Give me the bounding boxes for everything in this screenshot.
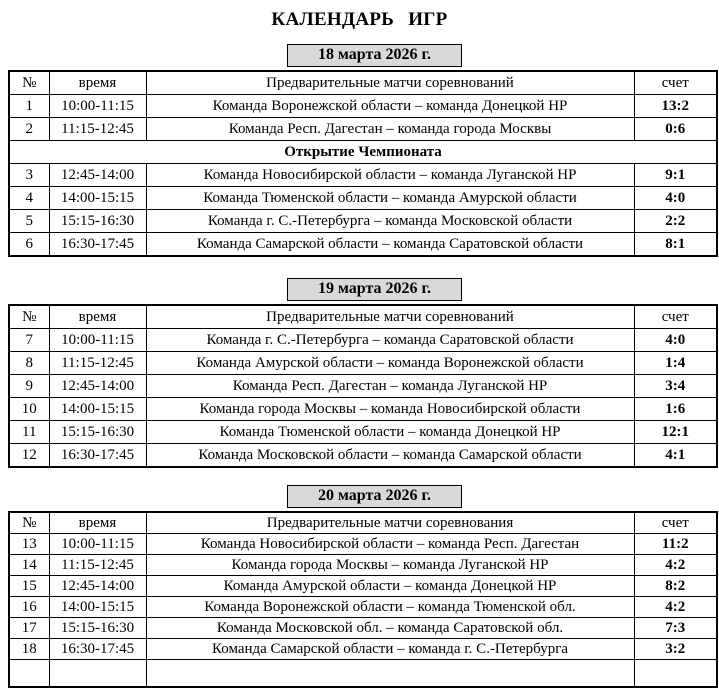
match-row	[9, 164, 717, 187]
calendar-document	[0, 9, 719, 688]
match-score-cell: 3:4	[634, 375, 717, 398]
col-header-match: Предварительные матчи соревнований	[146, 71, 634, 95]
schedule-table	[8, 511, 718, 688]
match-time-cell: 15:15-16:30	[49, 421, 146, 444]
match-time-cell: 14:00-15:15	[49, 597, 146, 618]
col-header-match: Предварительные матчи соревнования	[146, 512, 634, 534]
match-score-cell: 1:6	[634, 398, 717, 421]
col-header-time: время	[49, 71, 146, 95]
schedule-table	[8, 304, 718, 468]
match-score-cell: 4:2	[634, 555, 717, 576]
match-score-cell: 4:1	[634, 444, 717, 468]
match-score-cell: 3:2	[634, 639, 717, 660]
match-number-cell: 18	[9, 639, 49, 660]
empty-cell	[9, 660, 49, 688]
match-number-cell: 4	[9, 187, 49, 210]
match-time-cell: 11:15-12:45	[49, 352, 146, 375]
date-header: 19 марта 2026 г.	[287, 278, 462, 301]
col-header-score: счет	[634, 512, 717, 534]
date-header: 18 марта 2026 г.	[287, 44, 462, 67]
match-number-cell: 13	[9, 534, 49, 555]
match-score-cell: 4:2	[634, 597, 717, 618]
match-number-cell: 8	[9, 352, 49, 375]
match-number-cell: 7	[9, 329, 49, 352]
match-time-cell: 16:30-17:45	[49, 444, 146, 468]
partial-cutoff-row	[9, 660, 717, 688]
header-row	[9, 71, 717, 95]
match-time-cell: 14:00-15:15	[49, 398, 146, 421]
col-header-match: Предварительные матчи соревнований	[146, 305, 634, 329]
match-number-cell: 5	[9, 210, 49, 233]
col-header-num: №	[9, 512, 49, 534]
match-number-cell: 11	[9, 421, 49, 444]
match-row	[9, 352, 717, 375]
match-teams-cell: Команда Тюменской области – команда Донецкой НР	[146, 421, 634, 444]
match-score-cell: 2:2	[634, 210, 717, 233]
match-row	[9, 534, 717, 555]
match-score-cell: 0:6	[634, 118, 717, 141]
match-row	[9, 444, 717, 468]
match-teams-cell: Команда Новосибирской области – команда Луганской НР	[146, 164, 634, 187]
schedule-sections	[0, 44, 719, 688]
match-teams-cell: Команда Амурской области – команда Донецкой НР	[146, 576, 634, 597]
match-teams-cell: Команда Воронежской области – команда Донецкой НР	[146, 95, 634, 118]
match-time-cell: 16:30-17:45	[49, 639, 146, 660]
match-time-cell: 12:45-14:00	[49, 164, 146, 187]
match-number-cell: 15	[9, 576, 49, 597]
match-time-cell: 15:15-16:30	[49, 618, 146, 639]
match-teams-cell: Команда г. С.-Петербурга – команда Московской области	[146, 210, 634, 233]
match-row	[9, 421, 717, 444]
match-score-cell: 1:4	[634, 352, 717, 375]
col-header-time: время	[49, 305, 146, 329]
match-score-cell: 11:2	[634, 534, 717, 555]
page-title: КАЛЕНДАРЬ ИГР	[271, 9, 448, 30]
match-time-cell: 10:00-11:15	[49, 534, 146, 555]
match-time-cell: 11:15-12:45	[49, 555, 146, 576]
match-teams-cell: Команда Тюменской области – команда Амурской области	[146, 187, 634, 210]
match-teams-cell: Команда Амурской области – команда Воронежской области	[146, 352, 634, 375]
match-row	[9, 118, 717, 141]
match-row	[9, 618, 717, 639]
match-score-cell: 8:1	[634, 233, 717, 257]
match-teams-cell: Команда Самарской области – команда Саратовской области	[146, 233, 634, 257]
match-row	[9, 233, 717, 257]
match-teams-cell: Команда Московской области – команда Самарской области	[146, 444, 634, 468]
match-time-cell: 15:15-16:30	[49, 210, 146, 233]
match-number-cell: 2	[9, 118, 49, 141]
header-row	[9, 305, 717, 329]
match-row	[9, 375, 717, 398]
date-header: 20 марта 2026 г.	[287, 485, 462, 508]
match-number-cell: 6	[9, 233, 49, 257]
match-row	[9, 576, 717, 597]
empty-cell	[634, 660, 717, 688]
match-time-cell: 11:15-12:45	[49, 118, 146, 141]
match-score-cell: 9:1	[634, 164, 717, 187]
match-teams-cell: Команда Респ. Дагестан – команда Луганской НР	[146, 375, 634, 398]
match-teams-cell: Команда г. С.-Петербурга – команда Саратовской области	[146, 329, 634, 352]
col-header-time: время	[49, 512, 146, 534]
match-score-cell: 12:1	[634, 421, 717, 444]
match-row	[9, 597, 717, 618]
match-number-cell: 10	[9, 398, 49, 421]
match-row	[9, 329, 717, 352]
col-header-score: счет	[634, 71, 717, 95]
match-teams-cell: Команда Московской обл. – команда Саратовской обл.	[146, 618, 634, 639]
match-time-cell: 12:45-14:00	[49, 375, 146, 398]
empty-cell	[146, 660, 634, 688]
match-teams-cell: Команда Самарской области – команда г. С.-Петербурга	[146, 639, 634, 660]
match-row	[9, 398, 717, 421]
match-score-cell: 8:2	[634, 576, 717, 597]
col-header-num: №	[9, 305, 49, 329]
match-score-cell: 4:0	[634, 329, 717, 352]
match-teams-cell: Команда Новосибирской области – команда Респ. Дагестан	[146, 534, 634, 555]
match-teams-cell: Команда города Москвы – команда Луганской НР	[146, 555, 634, 576]
event-row-label: Открытие Чемпионата	[9, 141, 717, 164]
match-number-cell: 9	[9, 375, 49, 398]
match-teams-cell: Команда Воронежской области – команда Тюменской обл.	[146, 597, 634, 618]
header-row	[9, 512, 717, 534]
col-header-num: №	[9, 71, 49, 95]
schedule-table	[8, 70, 718, 257]
match-number-cell: 14	[9, 555, 49, 576]
match-teams-cell: Команда города Москвы – команда Новосибирской области	[146, 398, 634, 421]
match-row	[9, 187, 717, 210]
match-row	[9, 639, 717, 660]
match-time-cell: 10:00-11:15	[49, 95, 146, 118]
match-number-cell: 1	[9, 95, 49, 118]
match-score-cell: 4:0	[634, 187, 717, 210]
match-time-cell: 12:45-14:00	[49, 576, 146, 597]
match-score-cell: 13:2	[634, 95, 717, 118]
match-score-cell: 7:3	[634, 618, 717, 639]
match-row	[9, 210, 717, 233]
match-time-cell: 16:30-17:45	[49, 233, 146, 257]
match-row	[9, 555, 717, 576]
match-row	[9, 95, 717, 118]
match-number-cell: 3	[9, 164, 49, 187]
col-header-score: счет	[634, 305, 717, 329]
match-number-cell: 16	[9, 597, 49, 618]
event-row	[9, 141, 717, 164]
match-teams-cell: Команда Респ. Дагестан – команда города Москвы	[146, 118, 634, 141]
match-number-cell: 17	[9, 618, 49, 639]
match-number-cell: 12	[9, 444, 49, 468]
empty-cell	[49, 660, 146, 688]
match-time-cell: 14:00-15:15	[49, 187, 146, 210]
match-time-cell: 10:00-11:15	[49, 329, 146, 352]
